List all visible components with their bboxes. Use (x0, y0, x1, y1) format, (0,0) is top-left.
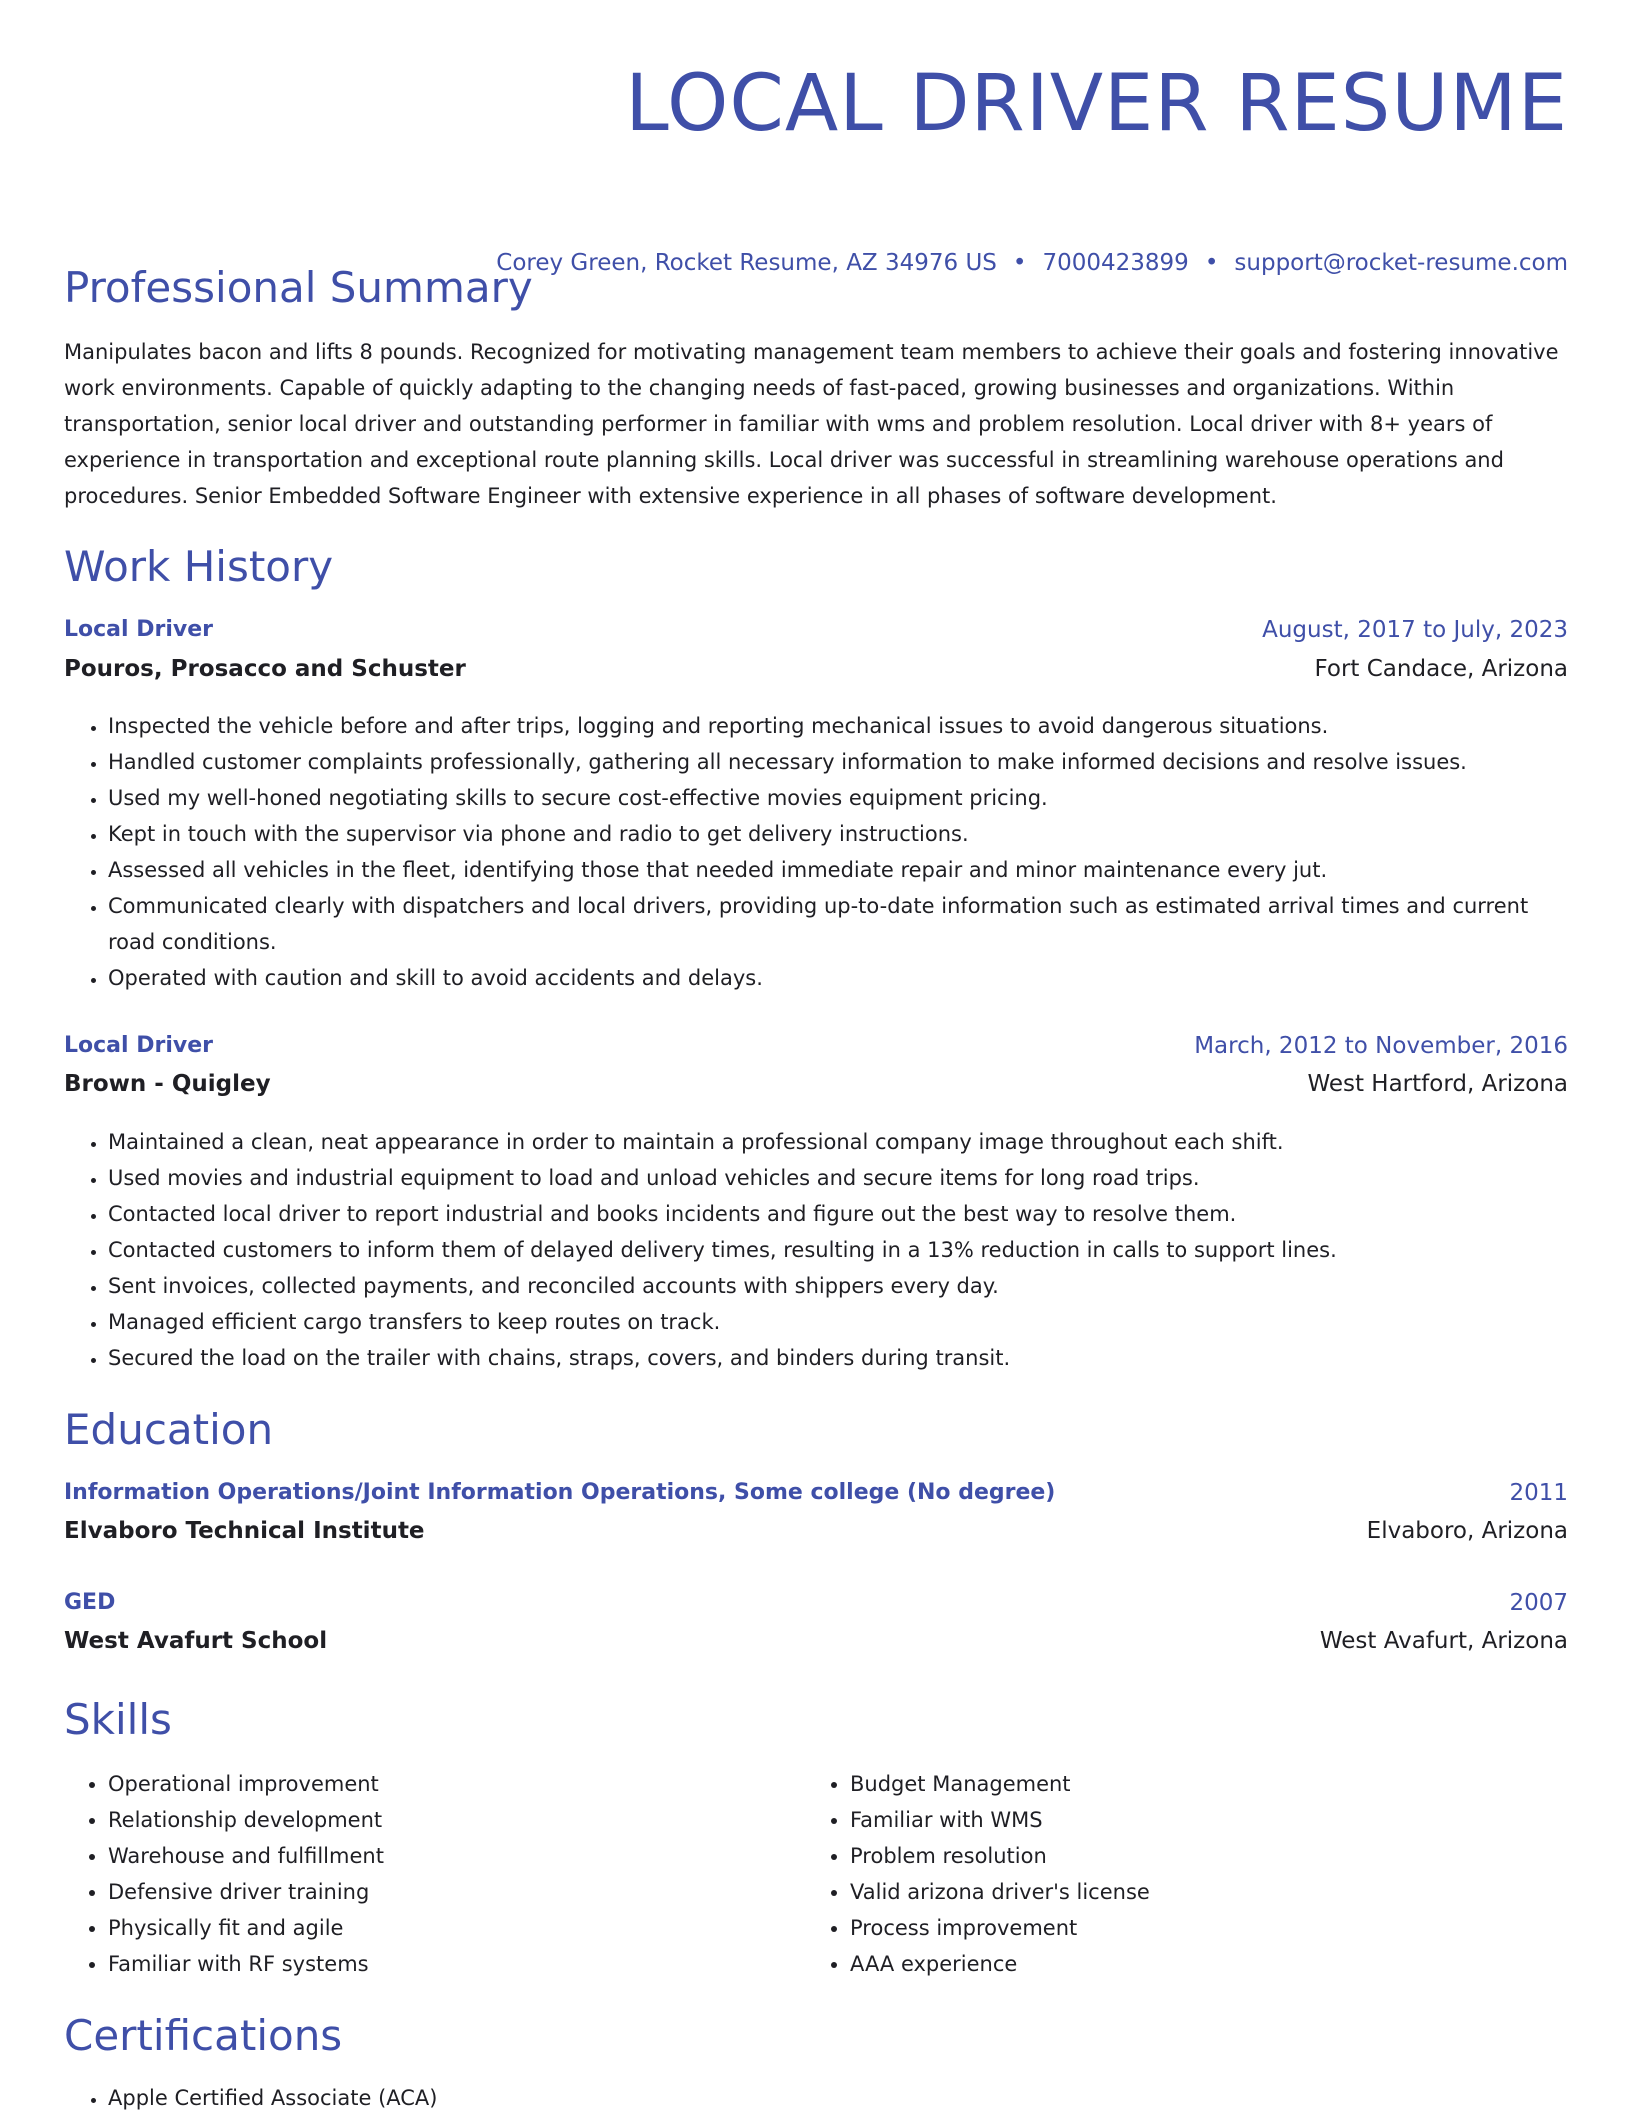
job-bullets (64, 1124, 1568, 1376)
list-item: • Assessed all vehicles in the fleet, identifying those that needed immediate repair and minor maintenance every jut. (108, 852, 1568, 888)
contact-phone: 7000423899 (1042, 250, 1189, 276)
certification-item: • Apple Certified Associate (ACA) (108, 2080, 1568, 2116)
list-item: • Operated with caution and skill to avoid accidents and delays. (108, 960, 1568, 996)
list-item: • Inspected the vehicle before and after trips, logging and reporting mechanical issues to avoid dangerous situations. (108, 708, 1568, 744)
contact-email: support@rocket-resume.com (1234, 250, 1568, 276)
job-dates: March, 2012 to November, 2016 (1194, 1033, 1568, 1059)
resume-page (64, 0, 1568, 2110)
education-school-row (64, 1518, 1568, 1544)
job-org-row (64, 656, 1568, 682)
skills-list-right (806, 1766, 1506, 1982)
job-location: Fort Candace, Arizona (1314, 656, 1568, 682)
skill-item: • Physically fit and agile (108, 1910, 764, 1946)
job-title: Local Driver (64, 617, 213, 642)
summary-heading: Professional Summary (64, 263, 533, 312)
job-title: Local Driver (64, 1033, 213, 1058)
list-item: • Handled customer complaints professionally, gathering all necessary information to make informed decisions and resolve issues. (108, 744, 1568, 780)
education-year: 2011 (1509, 1480, 1568, 1506)
education-location: Elvaboro, Arizona (1366, 1518, 1568, 1544)
list-item: • Contacted customers to inform them of delayed delivery times, resulting in a 13% reduction in calls to support lines. (108, 1232, 1568, 1268)
education-year: 2007 (1509, 1590, 1568, 1616)
education-school: West Avafurt School (64, 1628, 328, 1654)
skill-item: • Problem resolution (850, 1838, 1506, 1874)
contact-address: Corey Green, Rocket Resume, AZ 34976 US (496, 250, 997, 276)
job-dates: August, 2017 to July, 2023 (1262, 617, 1568, 643)
skills-list-left (64, 1766, 764, 1982)
list-item: • Communicated clearly with dispatchers and local drivers, providing up-to-date information such as estimated arrival times and current road conditions. (108, 888, 1568, 960)
education-location: West Avafurt, Arizona (1319, 1628, 1568, 1654)
job-company: Pouros, Prosacco and Schuster (64, 656, 466, 682)
list-item: • Contacted local driver to report industrial and books incidents and figure out the best way to resolve them. (108, 1196, 1568, 1232)
skill-item: • Warehouse and fulfillment (108, 1838, 764, 1874)
skills-heading: Skills (64, 1695, 172, 1744)
skill-item: • Familiar with WMS (850, 1802, 1506, 1838)
summary-text: Manipulates bacon and lifts 8 pounds. Recognized for motivating management team members to achieve their goals and fostering innovative work environments. Capable of quickly adapting to the changing needs of fast-paced, growing businesses and organizations. Within transportation, senior local driver and outstanding performer in familiar with wms and problem resolution. Local driver with 8+ years of experience in transportation and exceptional route planning skills. Local driver was successful in streamlining warehouse operations and procedures. Senior Embedded Software Engineer with extensive experience in all phases of software development. (64, 340, 1559, 508)
list-item: • Used movies and industrial equipment to load and unload vehicles and secure items for long road trips. (108, 1160, 1568, 1196)
skill-item: • Valid arizona driver's license (850, 1874, 1506, 1910)
skill-item: • Relationship development (108, 1802, 764, 1838)
list-item: • Secured the load on the trailer with chains, straps, covers, and binders during transit. (108, 1340, 1568, 1376)
education-header (64, 1590, 1568, 1616)
job-org-row (64, 1071, 1568, 1097)
skill-item: • Familiar with RF systems (108, 1946, 764, 1982)
contact-line (496, 250, 1568, 276)
list-item: • Maintained a clean, neat appearance in order to maintain a professional company image throughout each shift. (108, 1124, 1568, 1160)
skill-item: • Process improvement (850, 1910, 1506, 1946)
skill-item: • AAA experience (850, 1946, 1506, 1982)
education-degree: Information Operations/Joint Information Operations, Some college (No degree) (64, 1480, 1056, 1505)
education-degree: GED (64, 1590, 116, 1615)
education-school-row (64, 1628, 1568, 1654)
job-bullets (64, 708, 1568, 996)
education-heading: Education (64, 1405, 274, 1454)
certifications-list (64, 2080, 1568, 2116)
education-school: Elvaboro Technical Institute (64, 1518, 425, 1544)
skill-item: • Budget Management (850, 1766, 1506, 1802)
skill-item: • Operational improvement (108, 1766, 764, 1802)
education-header (64, 1480, 1568, 1506)
certifications-heading: Certifications (64, 2011, 343, 2060)
job-location: West Hartford, Arizona (1307, 1071, 1568, 1097)
list-item: • Sent invoices, collected payments, and reconciled accounts with shippers every day. (108, 1268, 1568, 1304)
skill-item: • Defensive driver training (108, 1874, 764, 1910)
work-history-heading: Work History (64, 542, 334, 591)
contact-separator: • (1012, 250, 1027, 276)
job-header (64, 617, 1568, 643)
list-item: • Kept in touch with the supervisor via phone and radio to get delivery instructions. (108, 816, 1568, 852)
job-company: Brown - Quigley (64, 1071, 271, 1097)
list-item: • Managed efficient cargo transfers to keep routes on track. (108, 1304, 1568, 1340)
job-header (64, 1033, 1568, 1059)
contact-separator: • (1204, 250, 1219, 276)
resume-title: LOCAL DRIVER RESUME (625, 59, 1568, 149)
list-item: • Used my well-honed negotiating skills to secure cost-effective movies equipment pricing. (108, 780, 1568, 816)
